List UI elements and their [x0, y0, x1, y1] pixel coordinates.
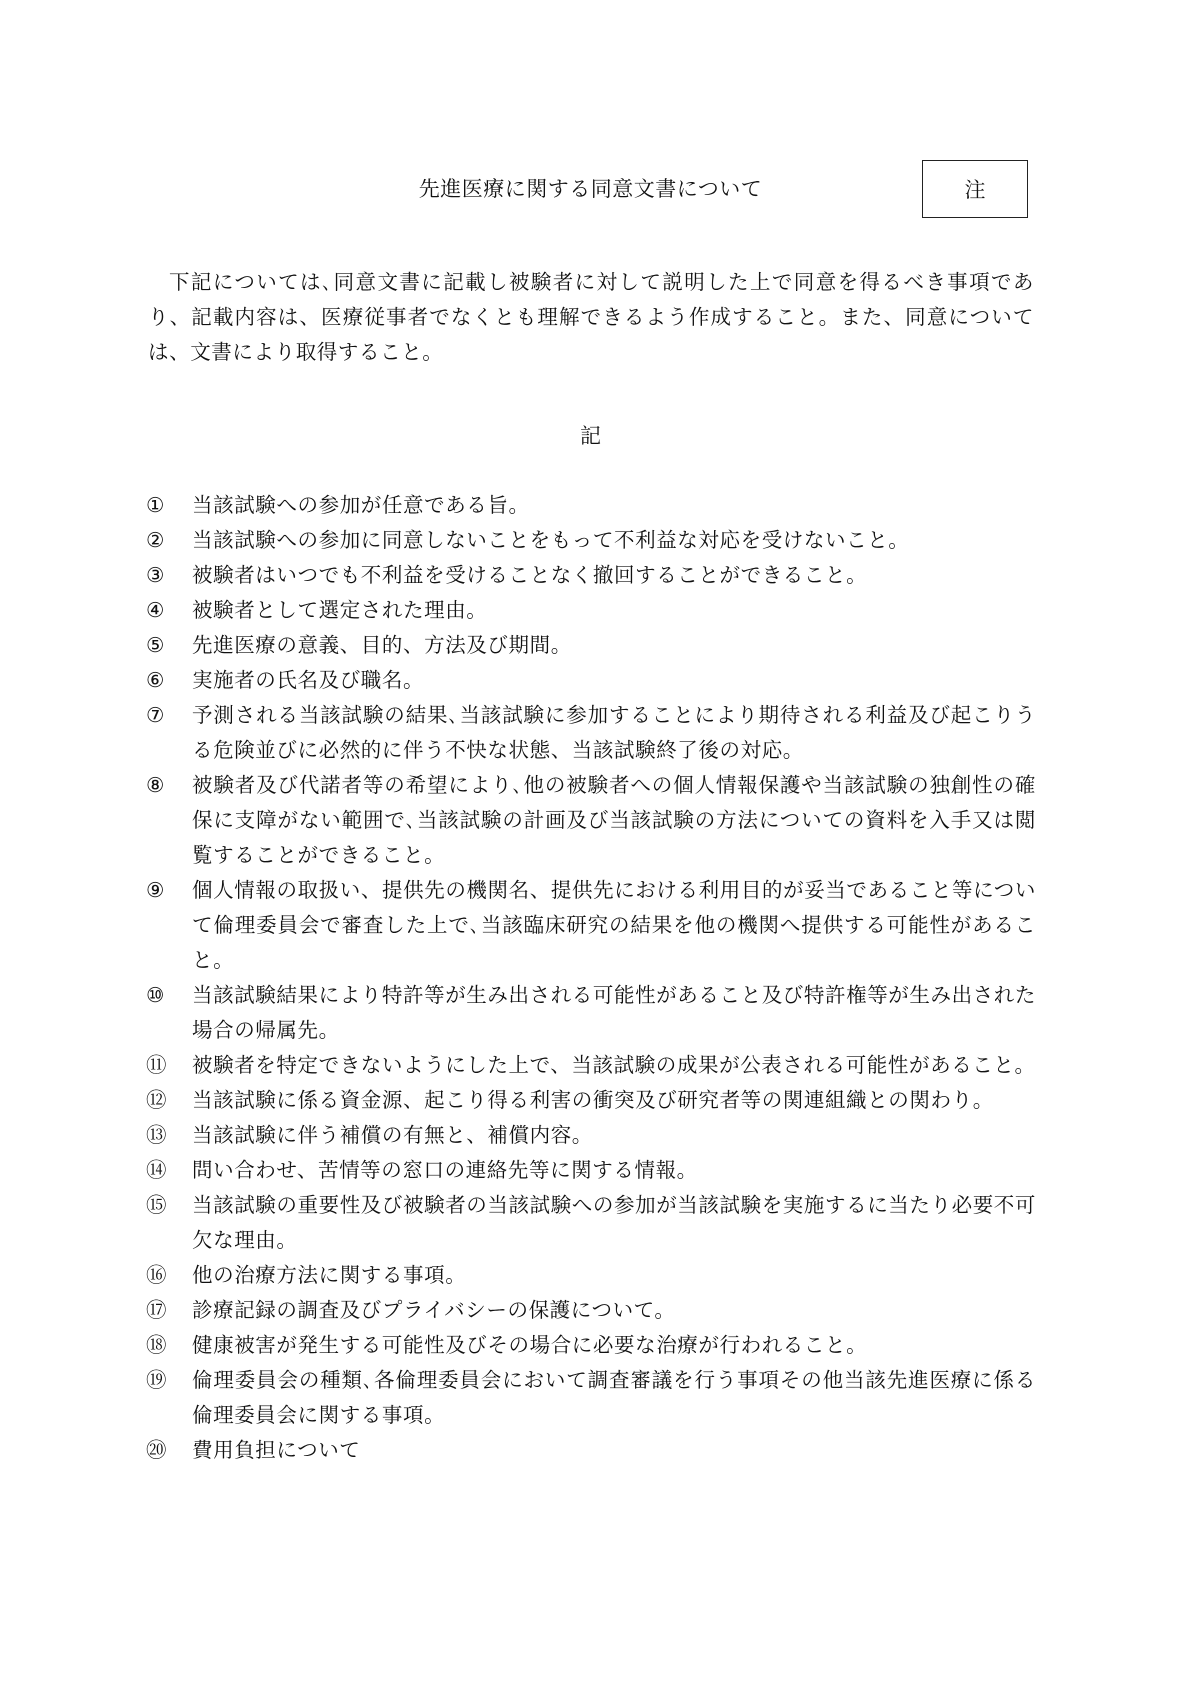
item-text: 当該試験に伴う補償の有無と、補償内容。 [192, 1123, 593, 1147]
item-number: ⑪ [146, 1053, 168, 1077]
item-number: ⑲ [146, 1368, 168, 1392]
item-text: 被験者はいつでも不利益を受けることなく撤回することができること。 [192, 563, 868, 587]
item-number: ⑳ [146, 1438, 168, 1462]
note-box: 注 [922, 160, 1028, 218]
item-number: ① [146, 493, 165, 517]
item-number: ⑩ [146, 983, 165, 1007]
list-item [146, 558, 1036, 593]
item-text: 当該試験結果により特許等が生み出される可能性があること及び特許権等が生み出された場合の帰属先。 [192, 983, 1036, 1042]
item-text: 予測される当該試験の結果､当該試験に参加することにより期待される利益及び起こりうる危険並びに必然的に伴う不快な状態、当該試験終了後の対応。 [192, 703, 1036, 762]
item-number: ⑰ [146, 1298, 168, 1322]
ki-heading: 記 [580, 424, 601, 448]
item-text: 実施者の氏名及び職名。 [192, 668, 425, 692]
item-text: 費用負担について [192, 1438, 361, 1462]
item-text: 被験者として選定された理由。 [192, 598, 488, 622]
list-item [146, 488, 1036, 523]
item-number: ⑤ [146, 633, 165, 657]
list-item [146, 698, 1036, 768]
item-number: ⑯ [146, 1263, 168, 1287]
item-text: 被験者及び代諾者等の希望により､他の被験者への個人情報保護や当該試験の独創性の確保に支障がない範囲で､当該試験の計画及び当該試験の方法についての資料を入手又は閲覧することができること。 [192, 773, 1036, 867]
item-text: 他の治療方法に関する事項。 [192, 1263, 467, 1287]
list-item [146, 1188, 1036, 1258]
list-item [146, 873, 1036, 978]
list-item [146, 1433, 1036, 1468]
list-item [146, 978, 1036, 1048]
numbered-item-list [146, 488, 1036, 1468]
item-text: 先進医療の意義、目的、方法及び期間。 [192, 633, 572, 657]
item-number: ③ [146, 563, 165, 587]
item-text: 被験者を特定できないようにした上で、当該試験の成果が公表される可能性があること。 [192, 1053, 1036, 1077]
list-item [146, 1048, 1036, 1083]
list-item [146, 1118, 1036, 1153]
item-text: 診療記録の調査及びプライバシーの保護について。 [192, 1298, 676, 1322]
list-item [146, 1153, 1036, 1188]
list-item [146, 1363, 1036, 1433]
item-text: 健康被害が発生する可能性及びその場合に必要な治療が行われること。 [192, 1333, 868, 1357]
item-number: ⑮ [146, 1193, 168, 1217]
list-item [146, 523, 1036, 558]
item-text: 当該試験に係る資金源、起こり得る利害の衝突及び研究者等の関連組織との関わり。 [192, 1088, 994, 1112]
item-number: ⑫ [146, 1088, 168, 1112]
intro-paragraph: 下記については､同意文書に記載し被験者に対して説明した上で同意を得るべき事項であり、記載内容は、医療従事者でなくとも理解できるよう作成すること。また、同意については、文書により取得すること。 [148, 269, 1034, 364]
item-text: 当該試験への参加に同意しないことをもって不利益な対応を受けないこと。 [192, 528, 910, 552]
list-item [146, 663, 1036, 698]
list-item [146, 593, 1036, 628]
item-number: ⑨ [146, 878, 165, 902]
item-number: ⑥ [146, 668, 165, 692]
list-item [146, 1083, 1036, 1118]
item-number: ⑱ [146, 1333, 168, 1357]
item-number: ⑦ [146, 703, 165, 727]
item-text: 倫理委員会の種類､各倫理委員会において調査審議を行う事項その他当該先進医療に係る倫理委員会に関する事項。 [192, 1368, 1036, 1427]
page-title: 先進医療に関する同意文書について [418, 177, 763, 201]
item-number: ⑭ [146, 1158, 168, 1182]
item-text: 個人情報の取扱い、提供先の機関名、提供先における利用目的が妥当であること等について倫理委員会で審査した上で､当該臨床研究の結果を他の機関へ提供する可能性があること。 [192, 878, 1036, 972]
item-text: 当該試験の重要性及び被験者の当該試験への参加が当該試験を実施するに当たり必要不可欠な理由。 [192, 1193, 1036, 1252]
item-number: ④ [146, 598, 165, 622]
list-item [146, 1258, 1036, 1293]
item-text: 問い合わせ、苦情等の窓口の連絡先等に関する情報。 [192, 1158, 698, 1182]
item-number: ⑧ [146, 773, 165, 797]
list-item [146, 628, 1036, 663]
list-item [146, 768, 1036, 873]
list-item [146, 1328, 1036, 1363]
item-text: 当該試験への参加が任意である旨。 [192, 493, 530, 517]
list-item [146, 1293, 1036, 1328]
item-number: ⑬ [146, 1123, 168, 1147]
item-number: ② [146, 528, 165, 552]
